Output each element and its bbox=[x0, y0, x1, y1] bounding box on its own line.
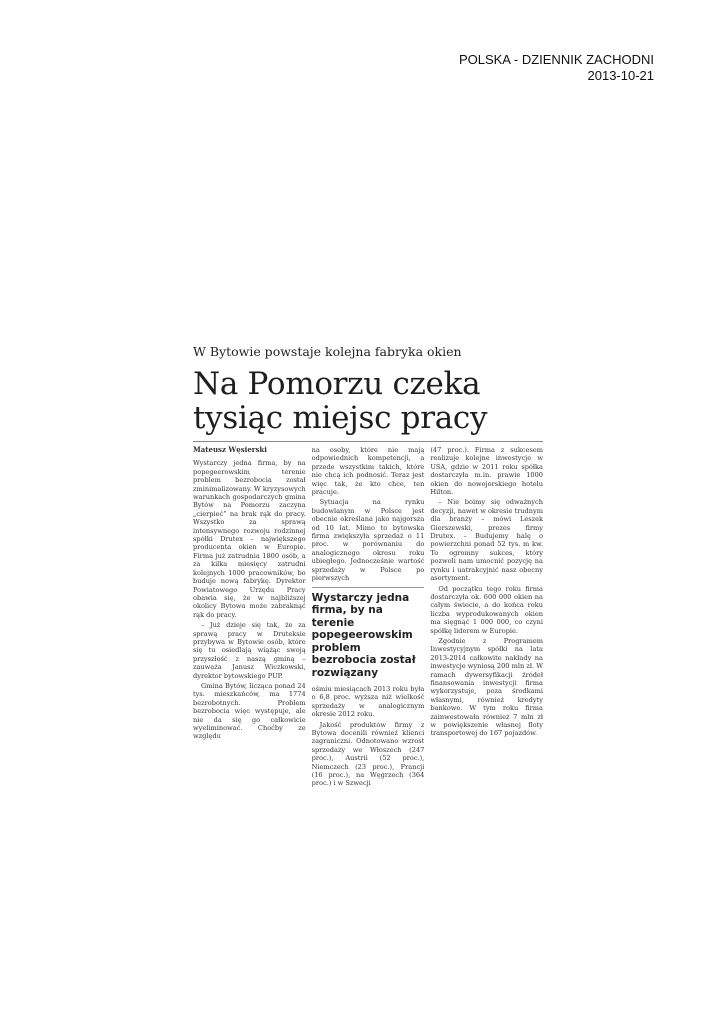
source-stamp bbox=[459, 52, 654, 84]
paragraph: (47 proc.). Firma z sukcesem realizuje kolejne inwestycje w USA, gdzie w 2011 roku spółka dostarczyła m.in. prawie 1000 okien do nowojorskiego hotelu Hilton. bbox=[430, 446, 543, 497]
paragraph: Gmina Bytów, licząca ponad 24 tys. mieszkańców, ma 1774 bezrobotnych. Problem bezrobocia więc występuje, ale nie da się go całkowicie wyeliminować. Choćby ze względu bbox=[193, 681, 306, 741]
paragraph: – Już dzieje się tak, że za sprawą pracy w Druteksie przybywa w Bytowie osób, które się tu osiedlają wiążąc swoją przyszłość z naszą gminą – zauważa Janusz Wiczkowski, dyrektor bytowskiego PUP. bbox=[193, 621, 306, 680]
article-body bbox=[193, 446, 543, 790]
column-1 bbox=[193, 446, 306, 790]
paragraph: ośmiu miesiącach 2013 roku była o 6,8 proc. wyższa niż wielkość sprzedaży w analogicznym okresie 2012 roku. bbox=[311, 685, 425, 719]
paragraph: – Nie boimy się odważnych decyzji, nawet w okresie trudnym dla branży – mówi Leszek Gierszewski, prezes firmy Drutex. – Budujemy halę o powierzchni ponad 52 tys. m kw. To ogromny sukces, który pozwoli nam umocnić pozycję na rynku i uatrakcyjnić nasz obecny asortyment. bbox=[430, 498, 543, 583]
article-headline: Na Pomorzu czeka tysiąc miejsc pracy bbox=[193, 366, 488, 436]
column-2 bbox=[312, 446, 425, 790]
article bbox=[193, 344, 543, 790]
paragraph: Wystarczy jedna firma, by na popegeerowskim terenie problem bezrobocia został zminimalizowany. W kryzysowych warunkach gospodarczych gmina Bytów na Pomorzu zaczyna „cierpieć” na brak rąk do pracy. Wszystko za sprawą intensywnego rozwoju rodzinnej spółki Drutex – największego producenta okien w Europie. Firma już zatrudnia 1800 osób, a za kilka miesięcy zatrudni kolejnych 1000 pracowników, bo buduje nową fabrykę. Dyrektor Powiatowego Urzędu Pracy obawia się, że w najbliższej okolicy Bytowa może zabraknąć rąk do pracy. bbox=[193, 459, 306, 619]
article-kicker: W Bytowie powstaje kolejna fabryka okien bbox=[193, 344, 462, 359]
paragraph: na osoby, które nie mają odpowiednich kompetencji, a przede wszystkim takich, które nie chcą ich podnosić. Teraz jest więc tak, że kto chce, ten pracuje. bbox=[311, 446, 425, 497]
publication-date: 2013-10-21 bbox=[587, 68, 654, 83]
article-subheading: Wystarczy jedna firma, by na terenie popegeerowskim problem bezrobocia został rozwiązany bbox=[312, 587, 425, 680]
paragraph: Jakość produktów firmy z Bytowa docenili również klienci zagraniczni. Odnotowano wzrost sprzedaży we Włoszech (247 proc.), Austrii (52 proc.), Niemczech (23 proc.), Francji (16 proc.), na Węgrzech (364 proc.) i w Szwecji bbox=[311, 720, 425, 788]
column-3 bbox=[430, 446, 543, 790]
headline-divider bbox=[193, 441, 543, 442]
article-author: Mateusz Węsierski bbox=[193, 446, 267, 454]
publication-name: POLSKA - DZIENNIK ZACHODNI bbox=[458, 52, 654, 67]
paragraph: Sytuacja na rynku budowlanym w Polsce jest obecnie określana jako najgorsza od 10 lat. Mimo to bytowska firma zwiększyła sprzedaż o 11 proc. w porównaniu do analogicznego okresu roku ubiegłego. Jednocześnie wartość sprzedaży w Polsce po pierwszych bbox=[311, 498, 425, 583]
paragraph: Od początku tego roku firma dostarczyła ok. 600 000 okien na całym świecie, a do końca roku liczba wyprodukowanych okien ma sięgnąć 1 000 000, co czyni spółkę liderem w Europie. bbox=[430, 584, 543, 635]
paragraph: Zgodnie z Programem Inwestycyjnym spółki na lata 2013-2014 całkowite nakłady na inwestycje wyniosą 200 mln zł. W ramach dywersyfikacji źródeł finansowania inwestycji firma wykorzystuje, poza środkami własnymi, również kredyty bankowe. W tym roku firma zainwestowała również 7 mln zł w powiększenie własnej floty transportowej do 167 pojazdów. bbox=[430, 636, 543, 738]
